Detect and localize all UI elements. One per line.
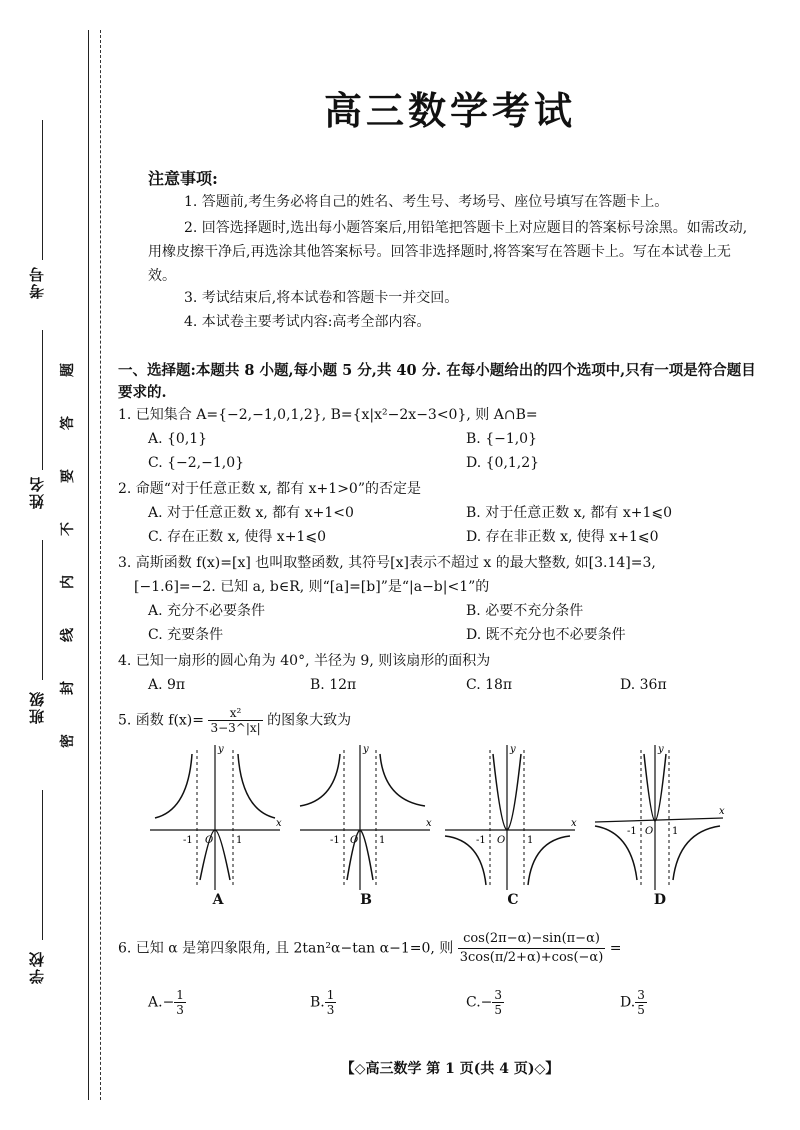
q6-option-c-label: C.: [466, 994, 481, 1011]
name-label: 姓名: [28, 475, 46, 509]
school-blank: [42, 790, 43, 940]
q5-stem-prefix: 5. 函数 f(x)=: [118, 712, 204, 729]
class-blank: [42, 540, 43, 680]
seal-char: 题: [60, 363, 76, 377]
margin-line-inner: [100, 30, 101, 1100]
exam-number-blank: [42, 120, 43, 260]
svg-text:O: O: [205, 835, 214, 846]
notice-item-3: 3. 考试结束后,将本试卷和答题卡一并交回。: [184, 290, 459, 306]
question-5-stem: [118, 706, 351, 735]
q6-option-b-label: B.: [310, 994, 325, 1011]
svg-text:x: x: [276, 818, 282, 829]
q6-option-d: [620, 988, 647, 1017]
svg-text:-1: -1: [330, 835, 340, 846]
svg-text:x: x: [719, 806, 725, 817]
q6-option-a-label: A.: [148, 994, 163, 1011]
q6-option-c: [466, 988, 504, 1017]
q6-option-c-frac: [492, 988, 504, 1017]
q6-frac-den: 3cos(π/2+α)+cos(−α): [459, 950, 604, 965]
svg-text:1: 1: [527, 835, 534, 846]
q6-option-d-frac: [635, 988, 647, 1017]
q2-option-c: C. 存在正数 x, 使得 x+1⩽0: [148, 529, 326, 545]
q6-frac-num: cos(2π−α)−sin(π−α): [458, 930, 606, 949]
q5-graph-label-b: B: [360, 892, 372, 908]
page-footer: 【◇高三数学 第 1 页(共 4 页)◇】: [340, 1061, 560, 1077]
q3-option-b: B. 必要不充分条件: [466, 603, 584, 619]
question-3-stem-line2: [−1.6]=−2. 已知 a, b∈R, 则“[a]=[b]”是“|a−b|<1”的: [134, 579, 490, 595]
q4-option-d: D. 36π: [620, 677, 667, 693]
q6-option-d-label: D.: [620, 994, 636, 1011]
svg-text:-1: -1: [476, 835, 486, 846]
notice-heading: 注意事项:: [148, 169, 218, 188]
q5-graph-label-c: C: [507, 892, 519, 908]
q2-option-b: B. 对于任意正数 x, 都有 x+1⩽0: [466, 505, 673, 521]
q5-graph-c[interactable]: [445, 740, 585, 890]
svg-text:x: x: [571, 818, 577, 829]
seal-char: 内: [60, 575, 76, 589]
q5-stem-suffix: 的图象大致为: [267, 712, 352, 729]
margin-line-outer: [88, 30, 89, 1100]
q6-option-a-num: 1: [176, 988, 184, 1002]
svg-text:O: O: [497, 835, 506, 846]
seal-char: 线: [60, 628, 76, 642]
svg-text:y: y: [510, 744, 516, 755]
q6-stem-suffix: =: [609, 940, 622, 957]
q6-option-b-den: 3: [326, 1003, 335, 1017]
q6-option-a: [148, 988, 186, 1017]
q6-option-d-num: 3: [637, 988, 645, 1002]
school-label: 学校: [28, 950, 46, 984]
question-6-stem: [118, 930, 621, 967]
svg-text:-1: -1: [627, 826, 637, 837]
seal-char: 答: [60, 416, 76, 430]
seal-char: 密: [60, 734, 76, 748]
q4-option-b: B. 12π: [310, 677, 357, 693]
question-2-stem: 2. 命题“对于任意正数 x, 都有 x+1>0”的否定是: [118, 481, 421, 497]
exam-number-label: 考号: [28, 265, 46, 299]
notice-item-2: 2. 回答选择题时,选出每小题答案后,用铅笔把答题卡上对应题目的答案标号涂黑。如需改动,用橡皮擦干净后,再选涂其他答案标号。回答非选择题时,将答案写在答题卡上。写在本试卷上无效。: [148, 220, 748, 284]
q5-graph-c-svg: [445, 740, 585, 890]
seal-char: 封: [60, 681, 76, 695]
q6-option-a-den: 3: [176, 1003, 184, 1017]
svg-text:1: 1: [672, 826, 679, 837]
q6-option-c-den: 5: [494, 1003, 503, 1017]
svg-text:-1: -1: [183, 835, 193, 846]
name-blank: [42, 330, 43, 470]
q5-graph-b-svg: [300, 740, 440, 890]
svg-text:x: x: [426, 818, 432, 829]
q1-option-a: A. {0,1}: [148, 431, 208, 447]
question-1-stem: 1. 已知集合 A={−2,−1,0,1,2}, B={x|x²−2x−3<0}, 则 A∩B=: [118, 407, 538, 423]
q1-option-c: C. {−2,−1,0}: [148, 455, 245, 471]
page-title: 高三数学考试: [323, 88, 576, 133]
q5-graph-label-d: D: [653, 892, 667, 908]
q3-option-a: A. 充分不必要条件: [148, 603, 266, 619]
q5-fraction: [208, 706, 262, 735]
q3-option-d: D. 既不充分也不必要条件: [466, 627, 626, 643]
q5-frac-den: 3−3^|x|: [210, 721, 261, 735]
q6-stem-prefix: 6. 已知 α 是第四象限角, 且 2tan²α−tan α−1=0, 则: [118, 940, 454, 957]
question-4-stem: 4. 已知一扇形的圆心角为 40°, 半径为 9, 则该扇形的面积为: [118, 653, 491, 669]
seal-char: 不: [60, 522, 76, 536]
q6-option-c-sign: −: [480, 994, 493, 1011]
q6-option-d-den: 5: [637, 1003, 645, 1017]
q5-graph-label-a: A: [212, 892, 224, 908]
q1-option-b: B. {−1,0}: [466, 431, 537, 447]
q6-option-a-frac: [174, 988, 186, 1017]
q4-option-a: A. 9π: [148, 677, 186, 693]
q5-graph-a-svg: [150, 740, 290, 890]
svg-text:y: y: [658, 744, 664, 755]
q6-option-c-num: 3: [494, 988, 503, 1002]
q6-option-a-sign: −: [162, 994, 175, 1011]
q6-option-b-frac: [325, 988, 337, 1017]
seal-char: 要: [60, 469, 76, 483]
notice-item-4: 4. 本试卷主要考试内容:高考全部内容。: [184, 314, 431, 330]
q5-frac-num: x²: [208, 706, 262, 721]
svg-text:1: 1: [236, 835, 243, 846]
question-3-stem-line1: 3. 高斯函数 f(x)=[x] 也叫取整函数, 其符号[x]表示不超过 x 的最大整数, 如[3.14]=3,: [118, 555, 656, 571]
q5-graph-d[interactable]: [595, 740, 735, 890]
q5-graph-a[interactable]: [150, 740, 290, 890]
q5-graph-b[interactable]: [300, 740, 440, 890]
svg-text:1: 1: [379, 835, 386, 846]
svg-text:y: y: [218, 744, 224, 755]
class-label: 班级: [28, 690, 46, 724]
q2-option-a: A. 对于任意正数 x, 都有 x+1<0: [148, 505, 354, 521]
q4-option-c: C. 18π: [466, 677, 513, 693]
q5-graph-d-svg: [595, 740, 735, 890]
section-heading: 一、选择题:本题共 8 小题,每小题 5 分,共 40 分. 在每小题给出的四个选项中,只有一项是符合题目要求的.: [118, 362, 756, 401]
q3-option-c: C. 充要条件: [148, 627, 224, 643]
q6-option-b: [310, 988, 336, 1017]
svg-text:O: O: [350, 835, 359, 846]
svg-text:O: O: [645, 826, 654, 837]
q1-option-d: D. {0,1,2}: [466, 455, 540, 471]
q2-option-d: D. 存在非正数 x, 使得 x+1⩽0: [466, 529, 659, 545]
svg-text:y: y: [363, 744, 369, 755]
q6-fraction: [458, 930, 606, 967]
q6-option-b-num: 1: [326, 988, 335, 1002]
notice-item-1: 1. 答题前,考生务必将自己的姓名、考生号、考场号、座位号填写在答题卡上。: [184, 194, 669, 210]
